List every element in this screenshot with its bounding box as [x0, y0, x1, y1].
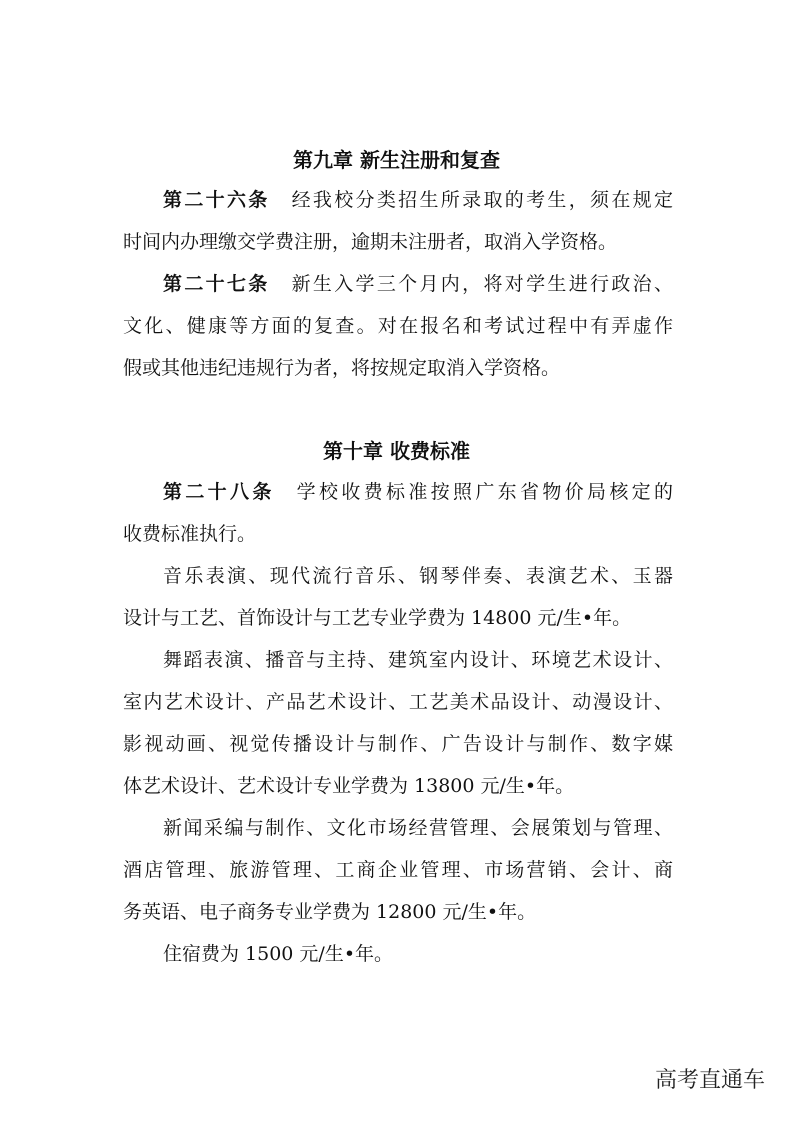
fee-paragraph-3-line-2: 酒店管理、旅游管理、工商企业管理、市场营销、会计、商	[123, 859, 673, 881]
lodging-fee-line: 住宿费为 1500 元/生•年。	[163, 943, 394, 965]
article-28-line-1	[163, 478, 673, 506]
chapter-10-title: 第十章 收费标准	[323, 439, 470, 463]
fee-paragraph-1-line-1: 音乐表演、现代流行音乐、钢琴伴奏、表演艺术、玉器	[163, 565, 673, 587]
article-26-line-1	[163, 186, 673, 214]
article-27-line-2: 文化、健康等方面的复查。对在报名和考试过程中有弄虚作	[123, 315, 673, 337]
article-26-label: 第二十六条	[163, 189, 270, 211]
article-28-text-1: 学校收费标准按照广东省物价局核定的	[296, 481, 673, 503]
fee-paragraph-2-line-1: 舞蹈表演、播音与主持、建筑室内设计、环境艺术设计、	[163, 649, 673, 671]
article-27-label: 第二十七条	[163, 273, 270, 295]
article-27-line-1	[163, 270, 673, 298]
fee-paragraph-2-line-4: 体艺术设计、艺术设计专业学费为 13800 元/生•年。	[123, 775, 575, 797]
fee-paragraph-1-line-2: 设计与工艺、首饰设计与工艺专业学费为 14800 元/生•年。	[123, 607, 632, 629]
article-26-line-2: 时间内办理缴交学费注册，逾期未注册者，取消入学资格。	[123, 231, 618, 253]
fee-paragraph-3-line-1: 新闻采编与制作、文化市场经营管理、会展策划与管理、	[163, 817, 673, 839]
article-26-text-1: 经我校分类招生所录取的考生，须在规定	[291, 189, 673, 211]
article-27-line-3: 假或其他违纪违规行为者，将按规定取消入学资格。	[123, 357, 561, 379]
article-28-line-2: 收费标准执行。	[123, 523, 257, 545]
fee-paragraph-2-line-2: 室内艺术设计、产品艺术设计、工艺美术品设计、动漫设计、	[123, 691, 673, 713]
fee-paragraph-3-line-3: 务英语、电子商务专业学费为 12800 元/生•年。	[123, 901, 537, 923]
watermark-text: 高考直通车	[654, 1068, 765, 1093]
article-28-label: 第二十八条	[163, 481, 275, 503]
fee-paragraph-2-line-3: 影视动画、视觉传播设计与制作、广告设计与制作、数字媒	[123, 733, 673, 755]
chapter-9-title: 第九章 新生注册和复查	[293, 148, 500, 172]
article-27-text-1: 新生入学三个月内，将对学生进行政治、	[291, 273, 673, 295]
